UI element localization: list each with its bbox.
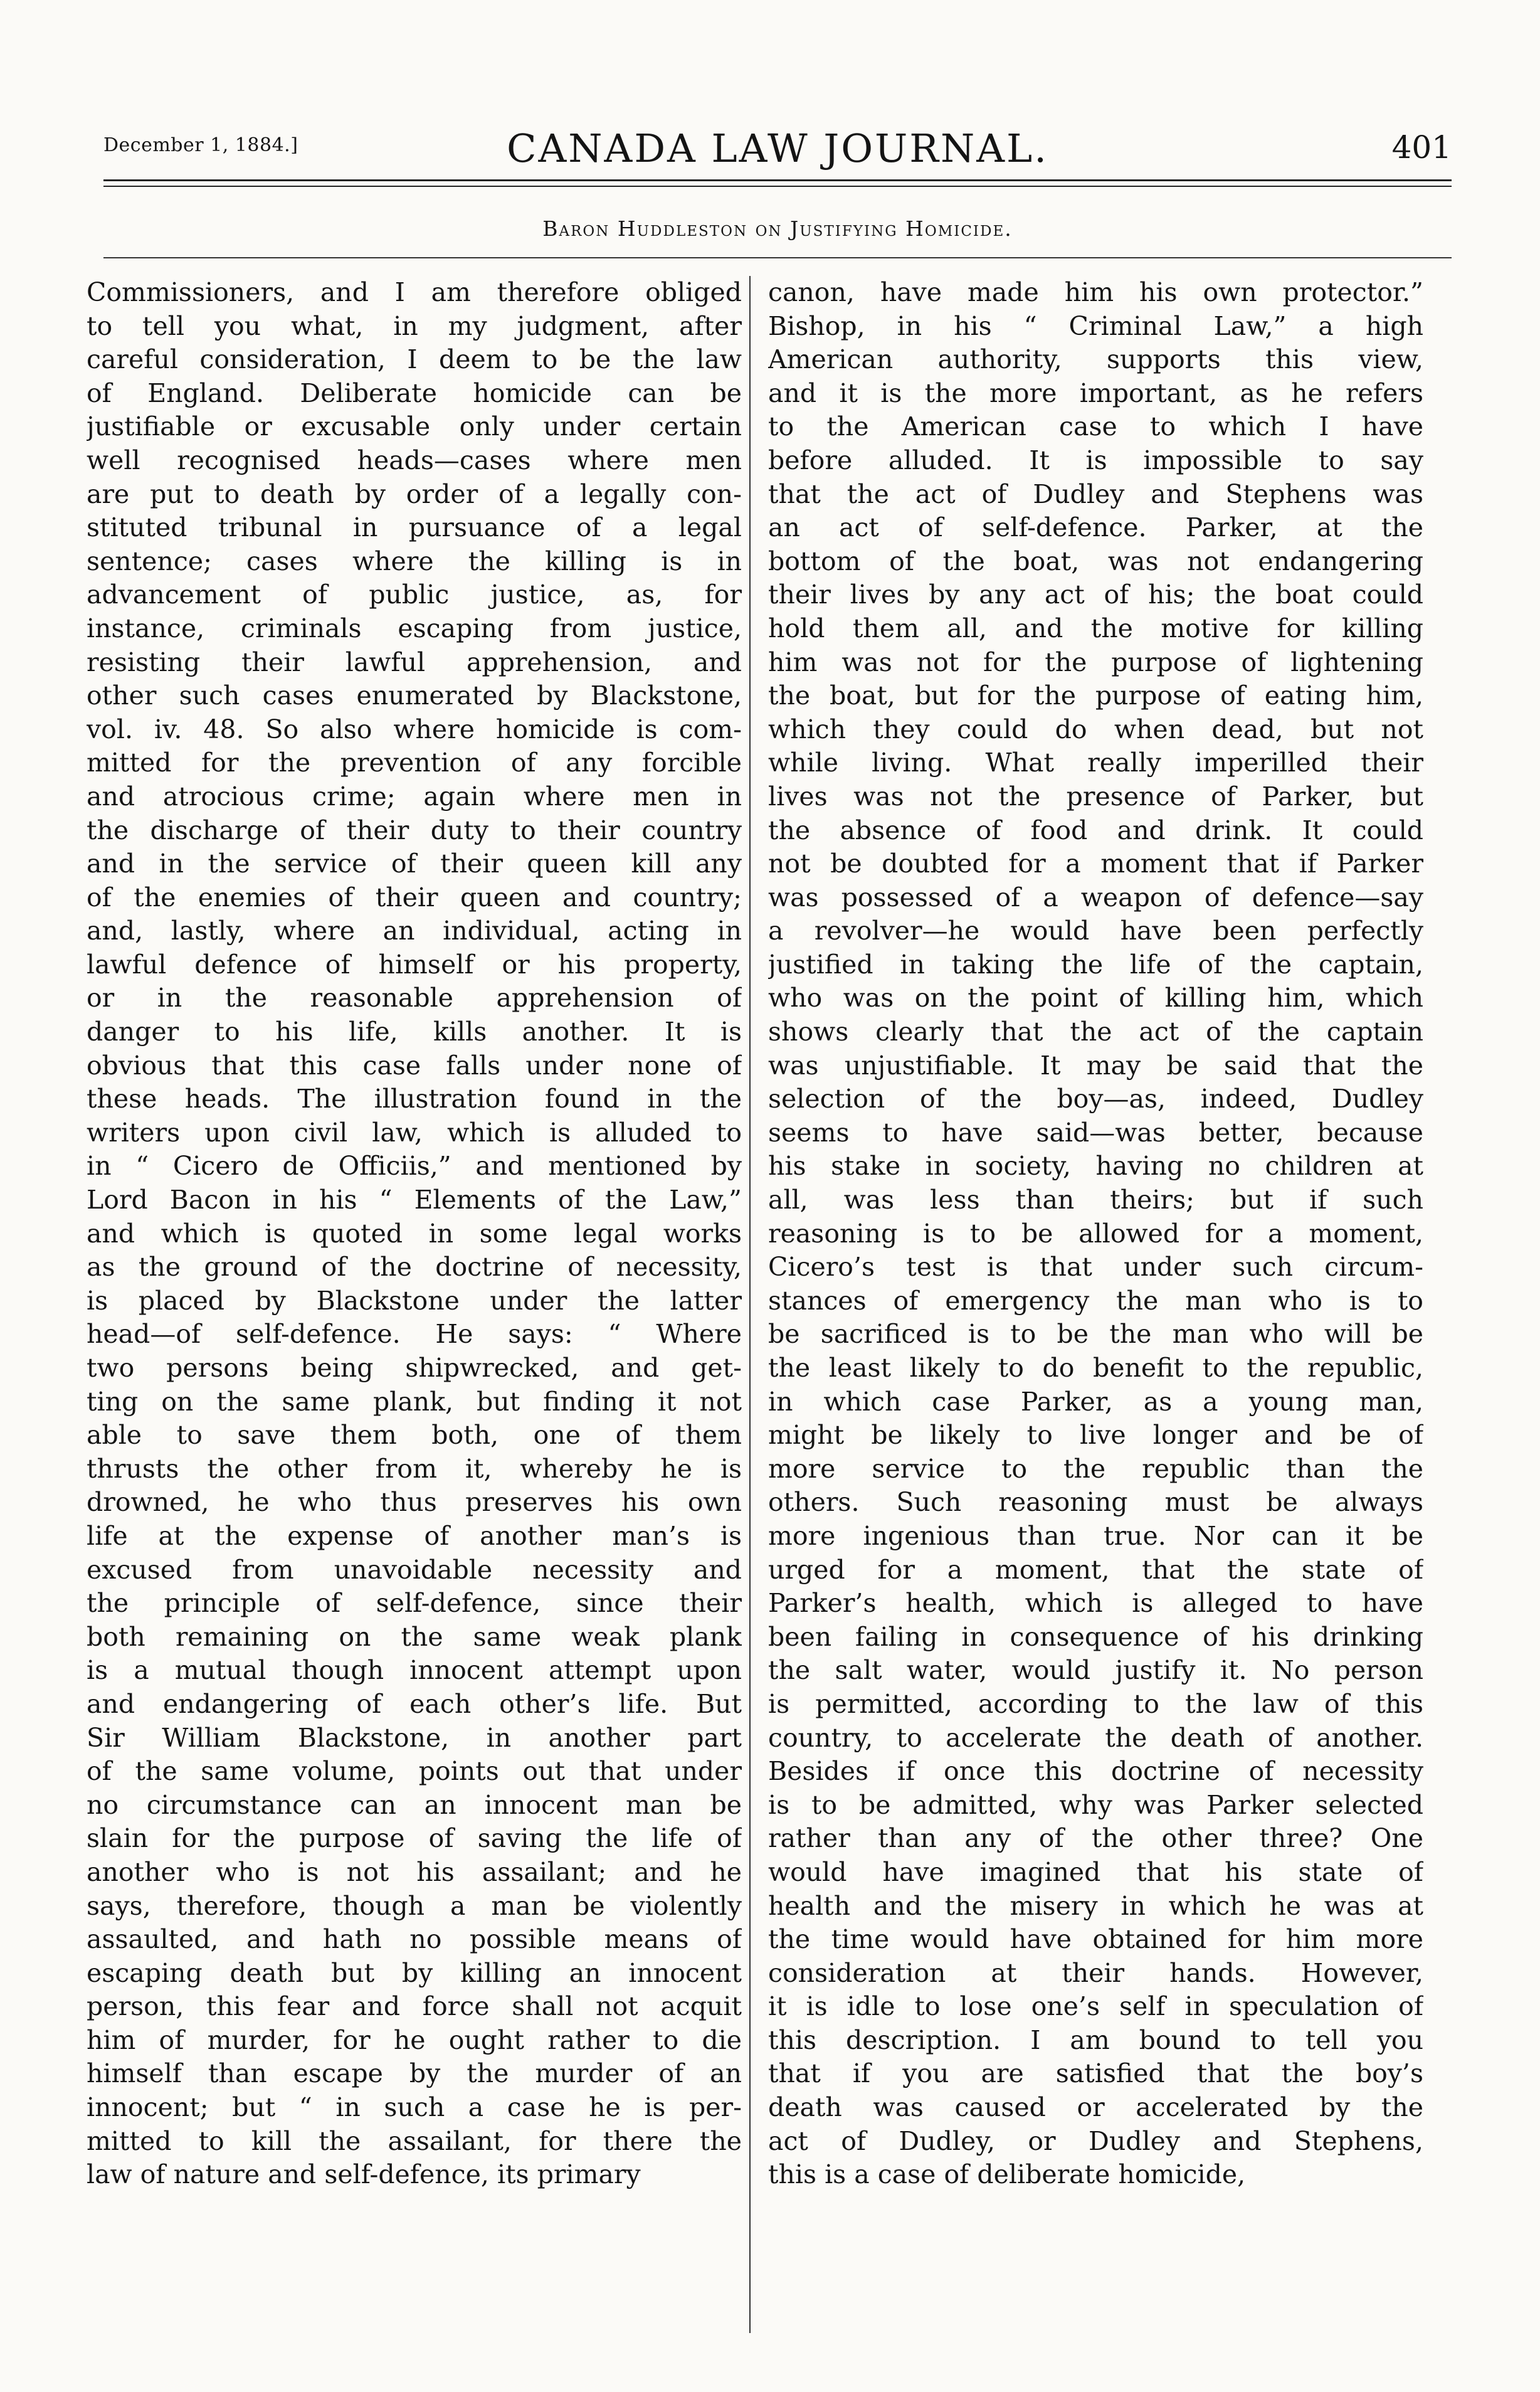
text-line: excused from unavoidable necessity and [87,1554,742,1585]
column-divider [749,276,751,2333]
text-line: Besides if once this doctrine of necessity [768,1756,1423,1787]
text-line: person, this fear and force shall not acquit [87,1991,742,2022]
text-line: in which case Parker, as a young man, [768,1386,1423,1417]
text-line: is placed by Blackstone under the latter [87,1285,742,1316]
section-title: Baron Huddleston on Justifying Homicide. [542,216,1013,241]
header-rule-thin [103,186,1452,187]
text-line: act of Dudley, or Dudley and Stephens, [768,2125,1423,2156]
text-line: the principle of self-defence, since their [87,1588,742,1619]
text-line: would have imagined that his state of [768,1856,1423,1887]
text-line: others. Such reasoning must be always [768,1487,1423,1518]
text-line: consideration at their hands. However, [768,1957,1423,1988]
text-line: reasoning is to be allowed for a moment, [768,1218,1423,1249]
text-line: thrusts the other from it, whereby he is [87,1453,742,1484]
right-column [768,276,1423,2327]
text-line: Cicero’s test is that under such circum- [768,1252,1423,1283]
text-line: says, therefore, though a man be violently [87,1890,742,1921]
text-line: well recognised heads—cases where men [87,445,742,475]
text-line: ting on the same plank, but finding it not [87,1386,742,1417]
text-line: bottom of the boat, was not endangering [768,546,1423,576]
text-line: it is idle to lose one’s self in speculation of [768,1991,1423,2022]
text-line: death was caused or accelerated by the [768,2092,1423,2123]
text-line: canon, have made him his own protector.” [768,277,1423,307]
text-line: been failing in consequence of his drinking [768,1621,1423,1652]
text-line: rather than any of the other three? One [768,1823,1423,1854]
text-line: him was not for the purpose of lightening [768,647,1423,677]
text-line: might be likely to live longer and be of [768,1420,1423,1451]
text-line: to tell you what, in my judgment, after [87,310,742,341]
text-line: all, was less than theirs; but if such [768,1185,1423,1215]
page-number: 401 [1391,129,1452,166]
text-line: seems to have said—was better, because [768,1117,1423,1148]
text-line: and in the service of their queen kill any [87,849,742,879]
text-line: mitted to kill the assailant, for there the [87,2125,742,2156]
text-line: lawful defence of himself or his property, [87,949,742,980]
text-line: as the ground of the doctrine of necessity, [87,1252,742,1283]
text-line: urged for a moment, that the state of [768,1554,1423,1585]
text-line: and, lastly, where an individual, acting in [87,916,742,946]
text-line: to the American case to which I have [768,411,1423,442]
text-line: resisting their lawful apprehension, and [87,647,742,677]
text-line: danger to his life, kills another. It is [87,1017,742,1047]
text-line: Commissioners, and I am therefore obliged [87,277,742,307]
issue-date: December 1, 1884.] [103,134,298,156]
text-line: of the same volume, points out that under [87,1756,742,1787]
text-line: or in the reasonable apprehension of [87,983,742,1013]
text-line: writers upon civil law, which is alluded to [87,1117,742,1148]
text-line: country, to accelerate the death of another. [768,1722,1423,1753]
text-line: is to be admitted, why was Parker selected [768,1789,1423,1820]
text-line: Sir William Blackstone, in another part [87,1722,742,1753]
text-line: drowned, he who thus preserves his own [87,1487,742,1518]
text-line: innocent; but “ in such a case he is per- [87,2092,742,2123]
text-line: was possessed of a weapon of defence—say [768,882,1423,913]
text-line: careful consideration, I deem to be the law [87,344,742,375]
text-line: justifiable or excusable only under certain [87,411,742,442]
text-line: of England. Deliberate homicide can be [87,378,742,408]
text-line: of the enemies of their queen and country; [87,882,742,913]
text-line: in “ Cicero de Officiis,” and mentioned by [87,1151,742,1182]
text-line: assaulted, and hath no possible means of [87,1924,742,1955]
text-line: advancement of public justice, as, for [87,579,742,610]
text-line: and which is quoted in some legal works [87,1218,742,1249]
text-line: the salt water, would justify it. No person [768,1655,1423,1686]
text-line: his stake in society, having no children at [768,1151,1423,1182]
text-line: a revolver—he would have been perfectly [768,916,1423,946]
section-rule [103,257,1452,258]
running-header [103,125,1452,176]
text-line: Bishop, in his “ Criminal Law,” a high [768,310,1423,341]
text-line: was unjustifiable. It may be said that the [768,1050,1423,1081]
text-line: instance, criminals escaping from justice, [87,613,742,643]
journal-title: CANADA LAW JOURNAL. [507,125,1048,171]
text-line: lives was not the presence of Parker, but [768,781,1423,812]
left-column [87,276,742,2327]
text-line: be sacrificed is to be the man who will be [768,1319,1423,1350]
text-line: slain for the purpose of saving the life of [87,1823,742,1854]
text-line: this is a case of deliberate homicide, [768,2159,1246,2190]
text-line: which they could do when dead, but not [768,714,1423,744]
text-line: who was on the point of killing him, which [768,983,1423,1013]
text-line: and it is the more important, as he refers [768,378,1423,408]
text-line: before alluded. It is impossible to say [768,445,1423,475]
text-line: are put to death by order of a legally con- [87,479,742,509]
text-line: more service to the republic than the [768,1453,1423,1484]
text-line: the discharge of their duty to their country [87,815,742,845]
text-line: the absence of food and drink. It could [768,815,1423,845]
text-line: mitted for the prevention of any forcible [87,748,742,778]
text-line: stituted tribunal in pursuance of a legal [87,512,742,543]
text-line: vol. iv. 48. So also where homicide is com- [87,714,742,744]
text-line: life at the expense of another man’s is [87,1520,742,1551]
text-line: another who is not his assailant; and he [87,1856,742,1887]
text-line: Parker’s health, which is alleged to have [768,1588,1423,1619]
text-line: that the act of Dudley and Stephens was [768,479,1423,509]
text-line: the time would have obtained for him more [768,1924,1423,1955]
text-line: selection of the boy—as, indeed, Dudley [768,1084,1423,1114]
text-line: two persons being shipwrecked, and get- [87,1353,742,1383]
text-line: American authority, supports this view, [768,344,1423,375]
text-line: shows clearly that the act of the captain [768,1017,1423,1047]
text-line: is a mutual though innocent attempt upon [87,1655,742,1686]
text-line: sentence; cases where the killing is in [87,546,742,576]
text-line: justified in taking the life of the captain, [768,949,1423,980]
header-rule-thick [103,179,1452,181]
text-line: obvious that this case falls under none of [87,1050,742,1081]
text-line: escaping death but by killing an innocent [87,1957,742,1988]
text-line: law of nature and self-defence, its primary [87,2159,641,2190]
text-line: both remaining on the same weak plank [87,1621,742,1652]
text-line: these heads. The illustration found in the [87,1084,742,1114]
text-line: an act of self-defence. Parker, at the [768,512,1423,543]
text-line: Lord Bacon in his “ Elements of the Law,” [87,1185,742,1215]
text-line: while living. What really imperilled their [768,748,1423,778]
text-line: no circumstance can an innocent man be [87,1789,742,1820]
text-line: is permitted, according to the law of this [768,1688,1423,1719]
text-line: not be doubted for a moment that if Parker [768,849,1423,879]
text-line: this description. I am bound to tell you [768,2024,1423,2055]
text-line: the boat, but for the purpose of eating him, [768,680,1423,711]
text-line: him of murder, for he ought rather to die [87,2024,742,2055]
text-line: head—of self-defence. He says: “ Where [87,1319,742,1350]
text-line: other such cases enumerated by Blackstone, [87,680,742,711]
text-line: the least likely to do benefit to the republic, [768,1353,1423,1383]
text-line: and atrocious crime; again where men in [87,781,742,812]
text-line: that if you are satisfied that the boy’s [768,2058,1423,2089]
text-line: hold them all, and the motive for killing [768,613,1423,643]
text-line: more ingenious than true. Nor can it be [768,1520,1423,1551]
text-line: stances of emergency the man who is to [768,1285,1423,1316]
text-line: and endangering of each other’s life. But [87,1688,742,1719]
text-line: able to save them both, one of them [87,1420,742,1451]
text-line: himself than escape by the murder of an [87,2058,742,2089]
text-line: their lives by any act of his; the boat could [768,579,1423,610]
text-line: health and the misery in which he was at [768,1890,1423,1921]
